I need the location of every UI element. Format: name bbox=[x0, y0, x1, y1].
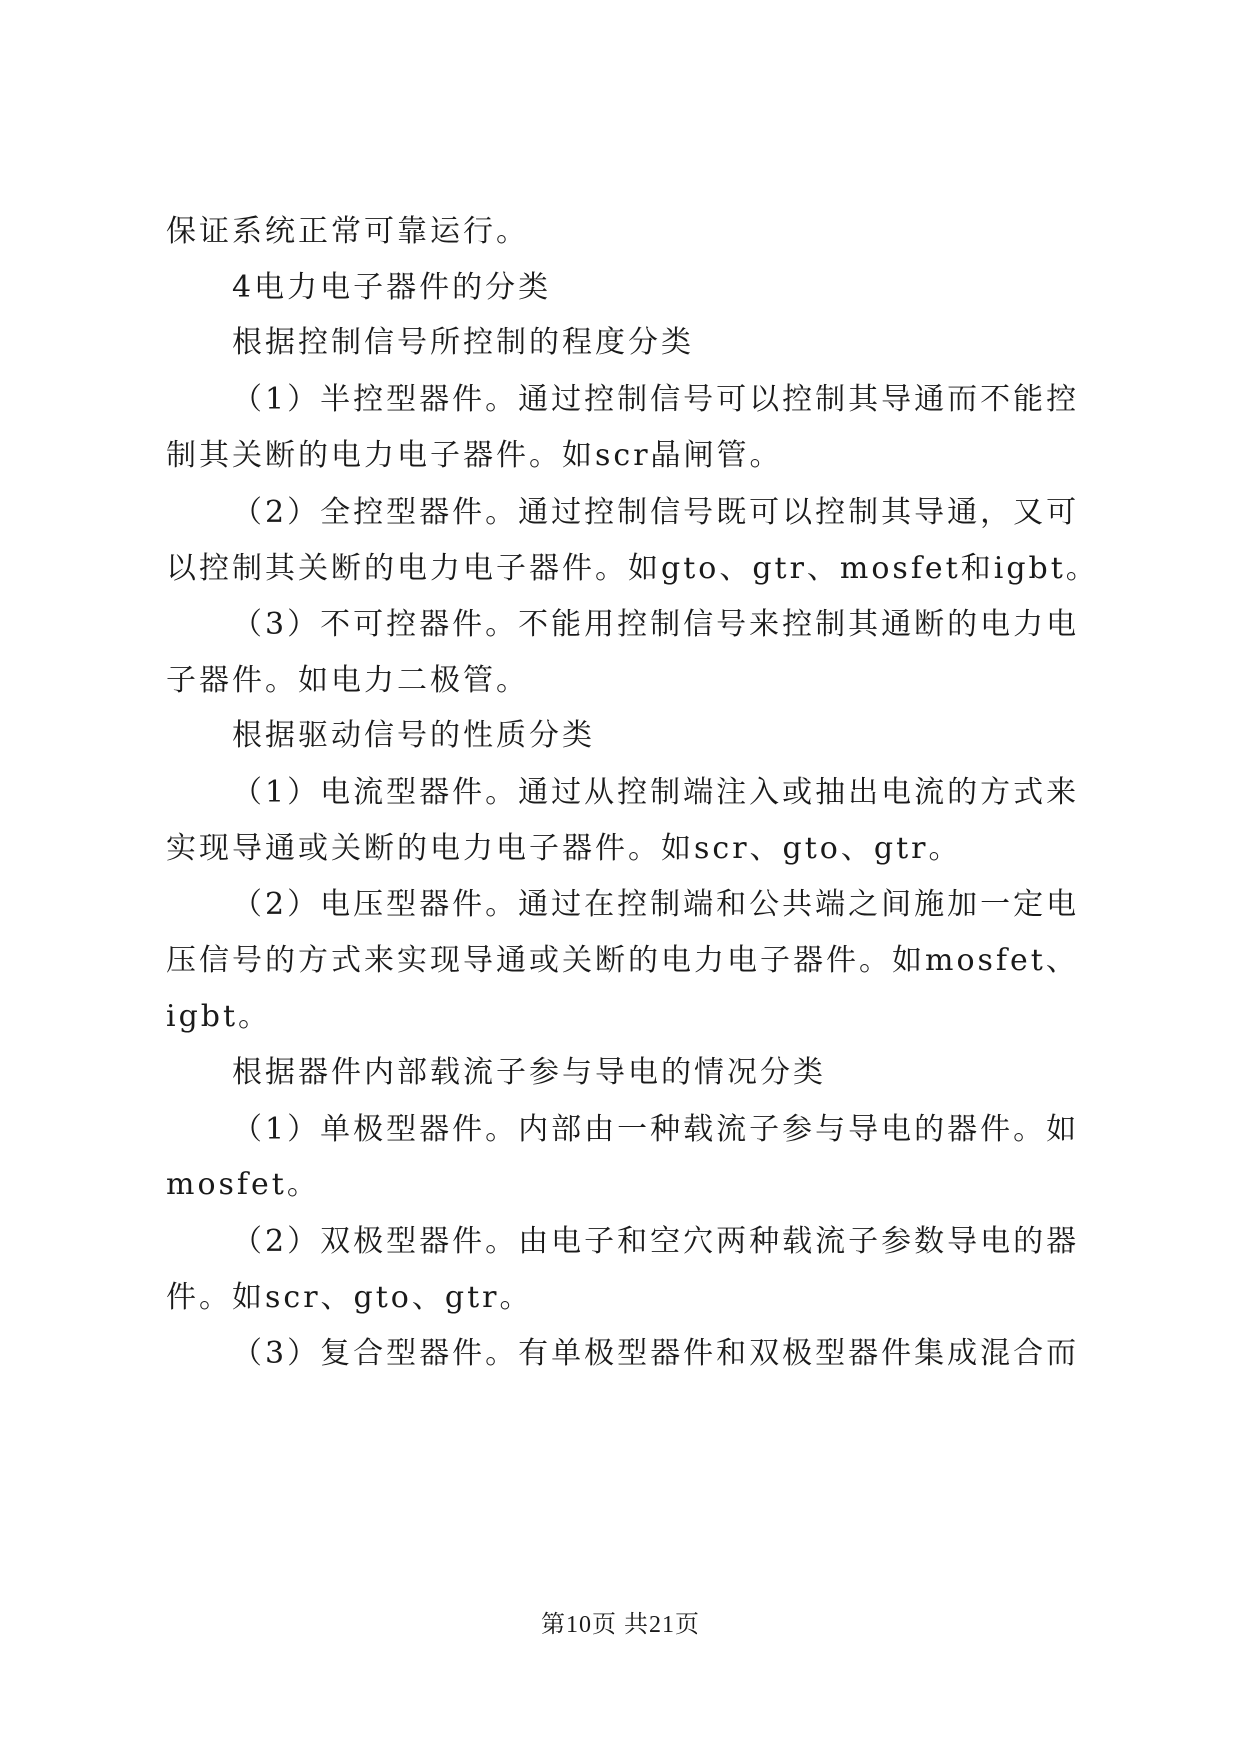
text-line: 件。如scr、gto、gtr。 bbox=[166, 1280, 533, 1315]
text-line: （2）电压型器件。通过在控制端和公共端之间施加一定电 bbox=[232, 887, 1080, 922]
text-line: （1）电流型器件。通过从控制端注入或抽出电流的方式来 bbox=[232, 775, 1080, 810]
text-line: 压信号的方式来实现导通或关断的电力电子器件。如mosfet、 bbox=[166, 943, 1079, 978]
text-line: 子器件。如电力二极管。 bbox=[166, 663, 529, 698]
text-line: （2）双极型器件。由电子和空穴两种载流子参数导电的器 bbox=[232, 1224, 1080, 1259]
subsection-heading: 根据控制信号所控制的程度分类 bbox=[232, 325, 694, 360]
text-line: （3）不可控器件。不能用控制信号来控制其通断的电力电 bbox=[232, 607, 1080, 642]
text-line: （3）复合型器件。有单极型器件和双极型器件集成混合而 bbox=[232, 1336, 1080, 1371]
section-heading: 4电力电子器件的分类 bbox=[232, 270, 552, 305]
text-line: igbt。 bbox=[166, 999, 272, 1034]
text-line: 实现导通或关断的电力电子器件。如scr、gto、gtr。 bbox=[166, 831, 962, 866]
text-line: 保证系统正常可靠运行。 bbox=[166, 214, 529, 249]
text-line: （1）单极型器件。内部由一种载流子参与导电的器件。如 bbox=[232, 1112, 1080, 1147]
page-footer: 第10页 共21页 bbox=[541, 1612, 700, 1638]
text-line: mosfet。 bbox=[166, 1167, 320, 1202]
subsection-heading: 根据驱动信号的性质分类 bbox=[232, 718, 595, 753]
subsection-heading: 根据器件内部载流子参与导电的情况分类 bbox=[232, 1055, 826, 1090]
text-line: 制其关断的电力电子器件。如scr晶闸管。 bbox=[166, 438, 783, 473]
text-line: 以控制其关断的电力电子器件。如gto、gtr、mosfet和igbt。 bbox=[166, 551, 1099, 586]
text-line: （1）半控型器件。通过控制信号可以控制其导通而不能控 bbox=[232, 382, 1080, 417]
text-line: （2）全控型器件。通过控制信号既可以控制其导通，又可 bbox=[232, 495, 1080, 530]
